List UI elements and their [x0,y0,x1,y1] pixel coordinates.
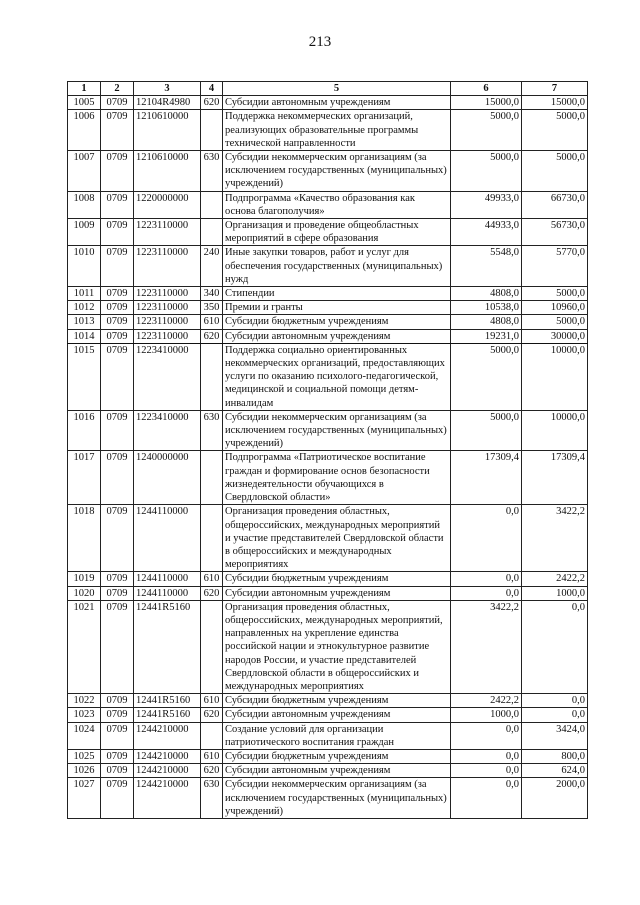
item-name: Субсидии автономным учреждениям [223,708,451,722]
section-code: 0709 [101,778,134,819]
section-code: 0709 [101,586,134,600]
row-number: 1012 [68,301,101,315]
item-name: Организация и проведение общеобластных мероприятий в сфере образования [223,219,451,246]
amount-col-7: 5000,0 [522,151,588,192]
section-code: 0709 [101,343,134,410]
amount-col-6: 0,0 [451,586,522,600]
item-name: Стипендии [223,287,451,301]
row-number: 1014 [68,329,101,343]
target-code: 12441R5160 [134,694,201,708]
amount-col-6: 0,0 [451,722,522,749]
amount-col-7: 5770,0 [522,246,588,287]
amount-col-6: 4808,0 [451,287,522,301]
section-code: 0709 [101,301,134,315]
expense-type: 620 [201,708,223,722]
target-code: 1223110000 [134,329,201,343]
expense-type [201,191,223,218]
section-code: 0709 [101,151,134,192]
row-number: 1025 [68,749,101,763]
expense-type [201,343,223,410]
target-code: 1223110000 [134,301,201,315]
amount-col-6: 0,0 [451,572,522,586]
table-row [68,287,588,301]
target-code: 1240000000 [134,451,201,505]
row-number: 1020 [68,586,101,600]
expense-type: 620 [201,586,223,600]
expense-type: 610 [201,749,223,763]
amount-col-6: 44933,0 [451,219,522,246]
row-number: 1019 [68,572,101,586]
table-row [68,778,588,819]
section-code: 0709 [101,600,134,693]
item-name: Иные закупки товаров, работ и услуг для обеспечения государственных (муниципальных) нужд [223,246,451,287]
item-name: Субсидии автономным учреждениям [223,329,451,343]
row-number: 1021 [68,600,101,693]
expense-type [201,505,223,572]
section-code: 0709 [101,505,134,572]
target-code: 1244110000 [134,572,201,586]
item-name: Организация проведения областных, общероссийских, международных мероприятий, направленных на укрепление единства российской нации и этнокультурное развитие народов России, и участие представителей Свердловской области в общероссийских и международных мероприятиях [223,600,451,693]
budget-table [67,81,588,819]
expense-type [201,110,223,151]
amount-col-6: 5548,0 [451,246,522,287]
target-code: 1220000000 [134,191,201,218]
amount-col-6: 49933,0 [451,191,522,218]
item-name: Создание условий для организации патриотического воспитания граждан [223,722,451,749]
header-col-2: 2 [101,82,134,96]
amount-col-6: 17309,4 [451,451,522,505]
amount-col-7: 10000,0 [522,343,588,410]
amount-col-7: 10000,0 [522,410,588,451]
target-code: 1223110000 [134,219,201,246]
item-name: Субсидии бюджетным учреждениям [223,315,451,329]
item-name: Субсидии бюджетным учреждениям [223,572,451,586]
section-code: 0709 [101,329,134,343]
section-code: 0709 [101,315,134,329]
target-code: 12104R4980 [134,96,201,110]
target-code: 12441R5160 [134,600,201,693]
amount-col-7: 2422,2 [522,572,588,586]
row-number: 1017 [68,451,101,505]
target-code: 1223110000 [134,287,201,301]
target-code: 1210610000 [134,151,201,192]
amount-col-6: 19231,0 [451,329,522,343]
table-row [68,708,588,722]
item-name: Организация проведения областных, общероссийских, международных мероприятий и участие представителей Свердловской области в общероссийских и международных мероприятиях [223,505,451,572]
section-code: 0709 [101,410,134,451]
expense-type: 630 [201,151,223,192]
expense-type: 350 [201,301,223,315]
item-name: Субсидии некоммерческим организациям (за исключением государственных (муниципальных) учреждений) [223,151,451,192]
item-name: Субсидии автономным учреждениям [223,764,451,778]
amount-col-6: 0,0 [451,749,522,763]
amount-col-7: 5000,0 [522,287,588,301]
row-number: 1022 [68,694,101,708]
expense-type: 610 [201,315,223,329]
table-row [68,586,588,600]
target-code: 1244110000 [134,505,201,572]
expense-type: 620 [201,329,223,343]
item-name: Субсидии бюджетным учреждениям [223,694,451,708]
row-number: 1016 [68,410,101,451]
expense-type: 240 [201,246,223,287]
item-name: Субсидии бюджетным учреждениям [223,749,451,763]
table-row [68,219,588,246]
amount-col-7: 3424,0 [522,722,588,749]
amount-col-6: 0,0 [451,505,522,572]
table-row [68,96,588,110]
row-number: 1015 [68,343,101,410]
item-name: Поддержка социально ориентированных некоммерческих организаций, предоставляющих услуги по оказанию психолого-педагогической, медицинской и социальной помощи детям-инвалидам [223,343,451,410]
row-number: 1023 [68,708,101,722]
row-number: 1005 [68,96,101,110]
target-code: 1244210000 [134,764,201,778]
amount-col-6: 4808,0 [451,315,522,329]
amount-col-7: 3422,2 [522,505,588,572]
table-row [68,600,588,693]
header-col-7: 7 [522,82,588,96]
row-number: 1018 [68,505,101,572]
section-code: 0709 [101,572,134,586]
item-name: Подпрограмма «Качество образования как основа благополучия» [223,191,451,218]
row-number: 1026 [68,764,101,778]
amount-col-6: 10538,0 [451,301,522,315]
amount-col-7: 2000,0 [522,778,588,819]
amount-col-7: 0,0 [522,600,588,693]
section-code: 0709 [101,764,134,778]
amount-col-7: 624,0 [522,764,588,778]
target-code: 1244210000 [134,749,201,763]
expense-type: 610 [201,694,223,708]
section-code: 0709 [101,110,134,151]
amount-col-7: 30000,0 [522,329,588,343]
header-col-3: 3 [134,82,201,96]
amount-col-6: 5000,0 [451,110,522,151]
table-row [68,110,588,151]
section-code: 0709 [101,708,134,722]
item-name: Субсидии автономным учреждениям [223,586,451,600]
expense-type: 630 [201,778,223,819]
row-number: 1006 [68,110,101,151]
amount-col-6: 5000,0 [451,343,522,410]
row-number: 1008 [68,191,101,218]
expense-type: 610 [201,572,223,586]
table-row [68,749,588,763]
header-col-5: 5 [223,82,451,96]
section-code: 0709 [101,287,134,301]
expense-type: 620 [201,96,223,110]
target-code: 1223410000 [134,410,201,451]
table-row [68,572,588,586]
table-row [68,246,588,287]
target-code: 1223110000 [134,315,201,329]
table-row [68,329,588,343]
amount-col-6: 0,0 [451,778,522,819]
header-row [68,82,588,96]
table-row [68,191,588,218]
section-code: 0709 [101,722,134,749]
item-name: Субсидии некоммерческим организациям (за исключением государственных (муниципальных) учреждений) [223,410,451,451]
amount-col-6: 2422,2 [451,694,522,708]
item-name: Субсидии автономным учреждениям [223,96,451,110]
amount-col-7: 15000,0 [522,96,588,110]
target-code: 1223110000 [134,246,201,287]
section-code: 0709 [101,246,134,287]
target-code: 12441R5160 [134,708,201,722]
row-number: 1013 [68,315,101,329]
amount-col-7: 1000,0 [522,586,588,600]
section-code: 0709 [101,451,134,505]
amount-col-6: 1000,0 [451,708,522,722]
row-number: 1010 [68,246,101,287]
amount-col-6: 5000,0 [451,151,522,192]
amount-col-6: 15000,0 [451,96,522,110]
section-code: 0709 [101,219,134,246]
row-number: 1011 [68,287,101,301]
section-code: 0709 [101,749,134,763]
amount-col-7: 0,0 [522,694,588,708]
table-row [68,722,588,749]
target-code: 1244210000 [134,778,201,819]
amount-col-6: 0,0 [451,764,522,778]
amount-col-7: 17309,4 [522,451,588,505]
table-row [68,343,588,410]
page-number: 213 [308,34,332,50]
target-code: 1223410000 [134,343,201,410]
table-row [68,410,588,451]
amount-col-7: 5000,0 [522,110,588,151]
section-code: 0709 [101,694,134,708]
header-col-1: 1 [68,82,101,96]
header-col-6: 6 [451,82,522,96]
expense-type: 620 [201,764,223,778]
target-code: 1244210000 [134,722,201,749]
table-row [68,151,588,192]
item-name: Подпрограмма «Патриотическое воспитание граждан и формирование основ безопасности жизнедеятельности обучающихся в Свердловской области» [223,451,451,505]
table-body [68,96,588,819]
table-row [68,451,588,505]
item-name: Поддержка некоммерческих организаций, реализующих образовательные программы технической направленности [223,110,451,151]
row-number: 1024 [68,722,101,749]
amount-col-7: 66730,0 [522,191,588,218]
target-code: 1210610000 [134,110,201,151]
row-number: 1007 [68,151,101,192]
table-row [68,301,588,315]
table-row [68,764,588,778]
expense-type [201,451,223,505]
row-number: 1027 [68,778,101,819]
expense-type: 630 [201,410,223,451]
amount-col-7: 10960,0 [522,301,588,315]
item-name: Премии и гранты [223,301,451,315]
amount-col-7: 0,0 [522,708,588,722]
section-code: 0709 [101,96,134,110]
expense-type: 340 [201,287,223,301]
table-row [68,315,588,329]
amount-col-6: 5000,0 [451,410,522,451]
amount-col-7: 800,0 [522,749,588,763]
row-number: 1009 [68,219,101,246]
amount-col-6: 3422,2 [451,600,522,693]
expense-type [201,722,223,749]
table-row [68,505,588,572]
item-name: Субсидии некоммерческим организациям (за исключением государственных (муниципальных) учреждений) [223,778,451,819]
amount-col-7: 5000,0 [522,315,588,329]
expense-type [201,600,223,693]
expense-type [201,219,223,246]
header-col-4: 4 [201,82,223,96]
amount-col-7: 56730,0 [522,219,588,246]
section-code: 0709 [101,191,134,218]
target-code: 1244110000 [134,586,201,600]
table-row [68,694,588,708]
